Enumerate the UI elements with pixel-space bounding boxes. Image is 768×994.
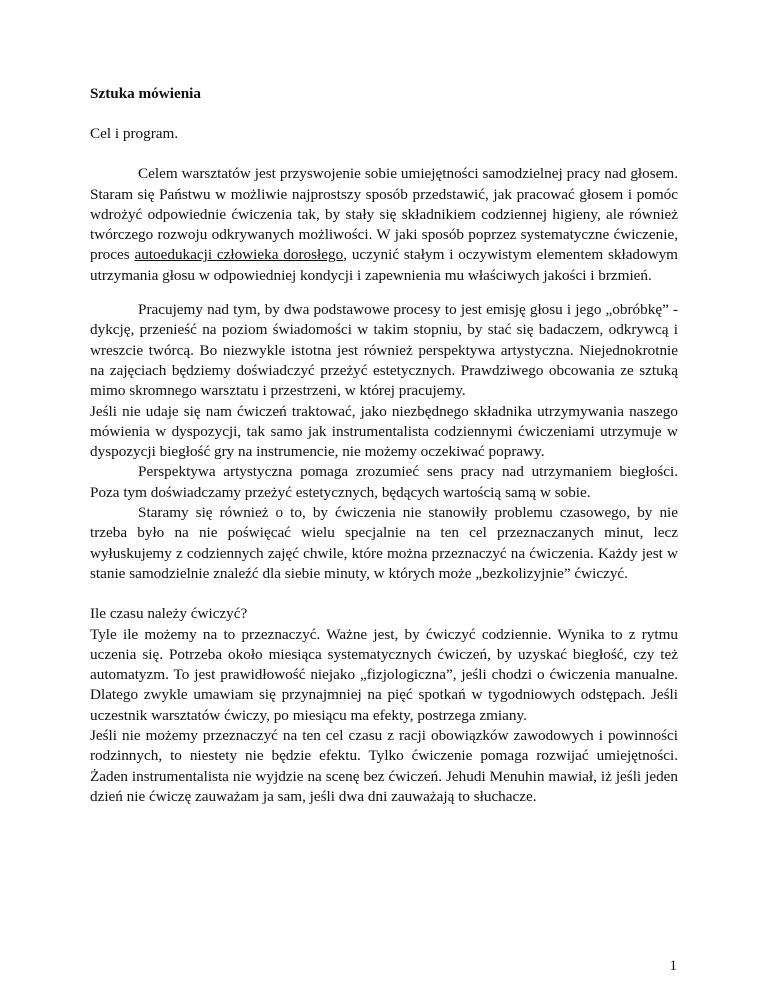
paragraph-time: Staramy się również o to, by ćwiczenia nie stanowiły problemu czasowego, by nie trzeba było na nie poświęcać wielu specjalnie na ten cel przeznaczanych minut, lecz wyłuskujemy z codziennych zajęć chwile, które można przeznaczyć na ćwiczenia. Każdy jest w stanie samodzielnie znaleźć dla siebie minuty, w których może „bezkolizyjnie” ćwiczyć. <box>90 504 678 582</box>
page-number: 1 <box>669 958 677 974</box>
paragraph-artistic-perspective: Perspektywa artystyczna pomaga zrozumieć sens pracy nad utrzymaniem biegłości. Poza tym doświadczamy przeżyć estetycznych, będących wartością samą w sobie. <box>90 463 678 501</box>
paragraph-answer: Tyle ile możemy na to przeznaczyć. Ważne jest, by ćwiczyć codziennie. Wynika to z rytmu uczenia się. Potrzeba około miesiąca systematycznych ćwiczeń, by uzyskać biegłość, czy też automatyzm. To jest prawidłowość niejako „fizjologiczna”, jeśli chodzi o ćwiczenia manualne. Dlatego zwykle umawiam się przynajmniej na pięć spotkań w tygodniowych odstępach. Jeśli uczestnik warsztatów ćwiczy, po miesiącu ma efekty, postrzega zmiany. <box>90 625 678 724</box>
paragraph-goal <box>90 164 678 286</box>
document-title: Sztuka mówienia <box>90 85 201 102</box>
paragraph-exercises: Jeśli nie udaje się nam ćwiczeń traktować, jako niezbędnego składnika utrzymywania naszego mówienia w dyspozycji, tak samo jak instrumentalista codziennymi ćwiczeniami utrzymuje w dyspozycji biegłość gry na instrumencie, nie możemy oczekiwać poprawy. <box>90 402 678 461</box>
document-page <box>90 84 678 807</box>
paragraph-obligations: Jeśli nie możemy przeznaczyć na ten cel czasu z racji obowiązków zawodowych i powinności rodzinnych, to niestety nie będzie efektu. Tylko ćwiczenie pomaga rozwijać umiejętności. Żaden instrumentalista nie wyjdzie na scenę bez ćwiczeń. Jehudi Menuhin mawiał, iż jeśli jeden dzień nie ćwiczę zauważam ja sam, jeśli dwa dni zauważają to słuchacze. <box>90 727 678 805</box>
paragraph-goal-text-2: , uczynić stałym i oczywistym elementem składowym utrzymania głosu w odpowiedniej kondycji i zapewnienia mu właściwych jakości i brzmień. <box>90 246 678 284</box>
question-heading: Ile czasu należy ćwiczyć? <box>90 605 248 623</box>
paragraph-processes: Pracujemy nad tym, by dwa podstawowe procesy to jest emisję głosu i jego „obróbkę” - dykcję, przenieść na poziom świadomości w takim stopniu, by stać się badaczem, odkrywcą i wreszcie twórcą. Bo niezwykle istotna jest również perspektywa artystyczna. Niejednokrotnie na zajęciach będziemy doświadczyć przeżyć estetycznych. Prawdziwego obcowania ze sztuką mimo skromnego warsztatu i przestrzeni, w której pracujemy. <box>90 301 678 400</box>
paragraph-goal-text-1: Celem warsztatów jest przyswojenie sobie umiejętności samodzielnej pracy nad głosem. Staram się Państwu w możliwie najprostszy sposób przedstawić, jak pracować głosem i pomóc wdrożyć odpowiednie ćwiczenia tak, by stały się składnikiem codziennej higieny, ale również twórczego rozwoju odkrywanych możliwości. W jaki sposób poprzez systematyczne ćwiczenie, proces <box>90 165 678 264</box>
section-subtitle: Cel i program. <box>90 125 179 142</box>
underlined-phrase: autoedukacji człowieka dorosłego <box>134 246 344 264</box>
